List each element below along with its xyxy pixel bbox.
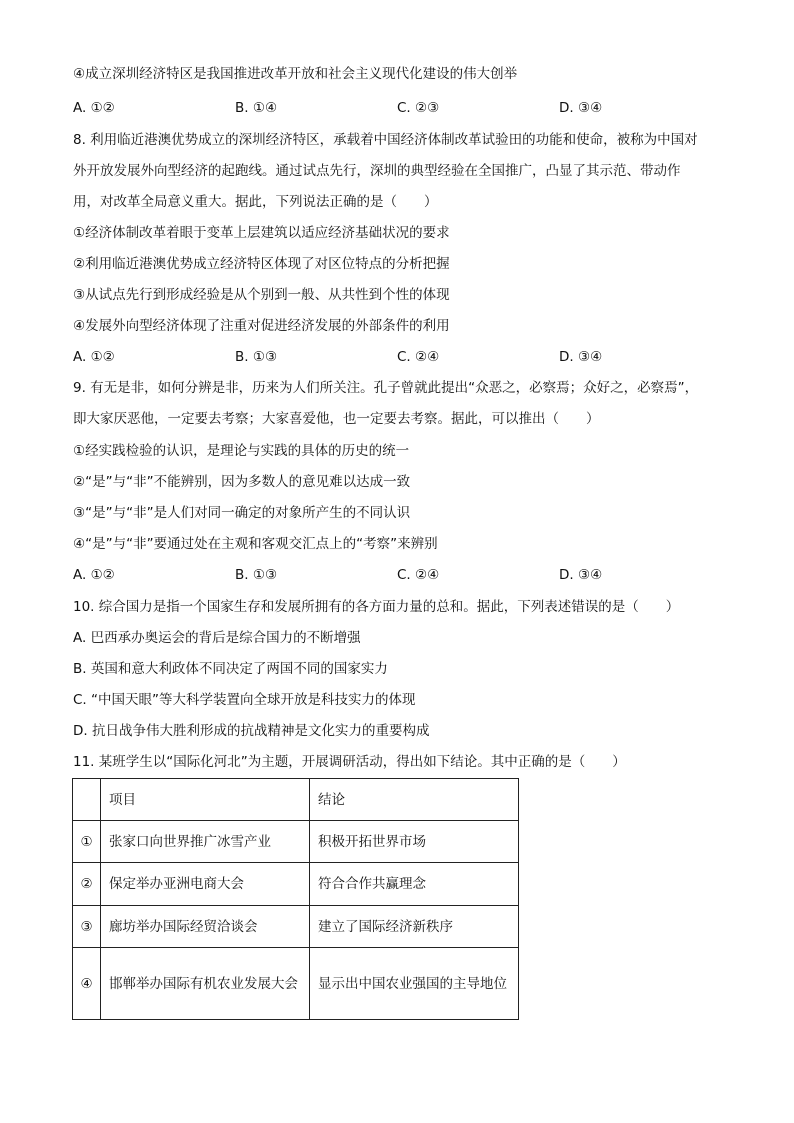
q9-option-b[interactable]: B. ①③ bbox=[235, 567, 278, 583]
q7-option-a[interactable]: A. ①② bbox=[73, 100, 115, 116]
q8-statement-1: ①经济体制改革着眼于变革上层建筑以适应经济基础状况的要求 bbox=[73, 225, 450, 241]
table-row bbox=[73, 948, 519, 1020]
q9-option-c[interactable]: C. ②④ bbox=[397, 567, 440, 583]
row-conclusion: 建立了国际经济新秩序 bbox=[310, 906, 519, 948]
row-index: ② bbox=[73, 863, 101, 906]
q8-statement-2: ②利用临近港澳优势成立经济特区体现了对区位特点的分析把握 bbox=[73, 256, 450, 272]
row-conclusion: 积极开拓世界市场 bbox=[310, 821, 519, 863]
row-conclusion: 符合合作共赢理念 bbox=[310, 863, 519, 906]
row-conclusion: 显示出中国农业强国的主导地位 bbox=[310, 948, 519, 1020]
q11-stem: 11. 某班学生以“国际化河北”为主题，开展调研活动，得出如下结论。其中正确的是（ ） bbox=[73, 754, 626, 770]
q9-statement-2: ②“是”与“非”不能辨别，因为多数人的意见难以达成一致 bbox=[73, 474, 411, 490]
row-item: 邯郸举办国际有机农业发展大会 bbox=[101, 948, 310, 1020]
row-item: 张家口向世界推广冰雪产业 bbox=[101, 821, 310, 863]
q9-stem-line-2: 即大家厌恶他，一定要去考察；大家喜爱他，也一定要去考察。据此，可以推出（ ） bbox=[73, 411, 600, 427]
q8-stem-line-1: 8. 利用临近港澳优势成立的深圳经济特区，承载着中国经济体制改革试验田的功能和使命，被称为中国对 bbox=[73, 132, 698, 148]
q10-option-d[interactable]: D. 抗日战争伟大胜利形成的抗战精神是文化实力的重要构成 bbox=[73, 723, 430, 739]
q8-option-b[interactable]: B. ①③ bbox=[235, 349, 278, 365]
q8-statement-3: ③从试点先行到形成经验是从个别到一般、从共性到个性的体现 bbox=[73, 287, 450, 303]
q9-option-d[interactable]: D. ③④ bbox=[559, 567, 603, 583]
q9-stem-line-1: 9. 有无是非，如何分辨是非，历来为人们所关注。孔子曾就此提出“众恶之，必察焉；众好之，必察焉”， bbox=[73, 380, 699, 396]
row-index: ③ bbox=[73, 906, 101, 948]
q10-stem: 10. 综合国力是指一个国家生存和发展所拥有的各方面力量的总和。据此，下列表述错误的是（ ） bbox=[73, 599, 680, 615]
table-row bbox=[73, 821, 519, 863]
q8-stem-line-3: 用，对改革全局意义重大。据此，下列说法正确的是（ ） bbox=[73, 194, 438, 210]
q9-option-a[interactable]: A. ①② bbox=[73, 567, 115, 583]
table-row bbox=[73, 906, 519, 948]
q7-option-c[interactable]: C. ②③ bbox=[397, 100, 440, 116]
table-header-row bbox=[73, 779, 519, 821]
row-index: ④ bbox=[73, 948, 101, 1020]
q8-option-c[interactable]: C. ②④ bbox=[397, 349, 440, 365]
q11-table bbox=[72, 778, 519, 1020]
table-header-conclusion: 结论 bbox=[310, 779, 519, 821]
q10-option-c[interactable]: C. “中国天眼”等大科学装置向全球开放是科技实力的体现 bbox=[73, 692, 416, 708]
q7-option-b[interactable]: B. ①④ bbox=[235, 100, 278, 116]
q9-statement-1: ①经实践检验的认识，是理论与实践的具体的历史的统一 bbox=[73, 443, 410, 459]
q8-stem-line-2: 外开放发展外向型经济的起跑线。通过试点先行，深圳的典型经验在全国推广，凸显了其示范、带动作 bbox=[73, 163, 681, 179]
row-item: 廊坊举办国际经贸洽谈会 bbox=[101, 906, 310, 948]
row-index: ① bbox=[73, 821, 101, 863]
q7-statement-4: ④成立深圳经济特区是我国推进改革开放和社会主义现代化建设的伟大创举 bbox=[73, 66, 518, 82]
q10-option-a[interactable]: A. 巴西承办奥运会的背后是综合国力的不断增强 bbox=[73, 630, 361, 646]
row-item: 保定举办亚洲电商大会 bbox=[101, 863, 310, 906]
q7-option-d[interactable]: D. ③④ bbox=[559, 100, 603, 116]
table-header-item: 项目 bbox=[101, 779, 310, 821]
q10-option-b[interactable]: B. 英国和意大利政体不同决定了两国不同的国家实力 bbox=[73, 661, 388, 677]
table-row bbox=[73, 863, 519, 906]
q8-statement-4: ④发展外向型经济体现了注重对促进经济发展的外部条件的利用 bbox=[73, 318, 450, 334]
q8-option-a[interactable]: A. ①② bbox=[73, 349, 115, 365]
q8-option-d[interactable]: D. ③④ bbox=[559, 349, 603, 365]
q9-statement-3: ③“是”与“非”是人们对同一确定的对象所产生的不同认识 bbox=[73, 505, 411, 521]
table-header-index bbox=[73, 779, 101, 821]
q9-statement-4: ④“是”与“非”要通过处在主观和客观交汇点上的“考察”来辨别 bbox=[73, 536, 438, 552]
